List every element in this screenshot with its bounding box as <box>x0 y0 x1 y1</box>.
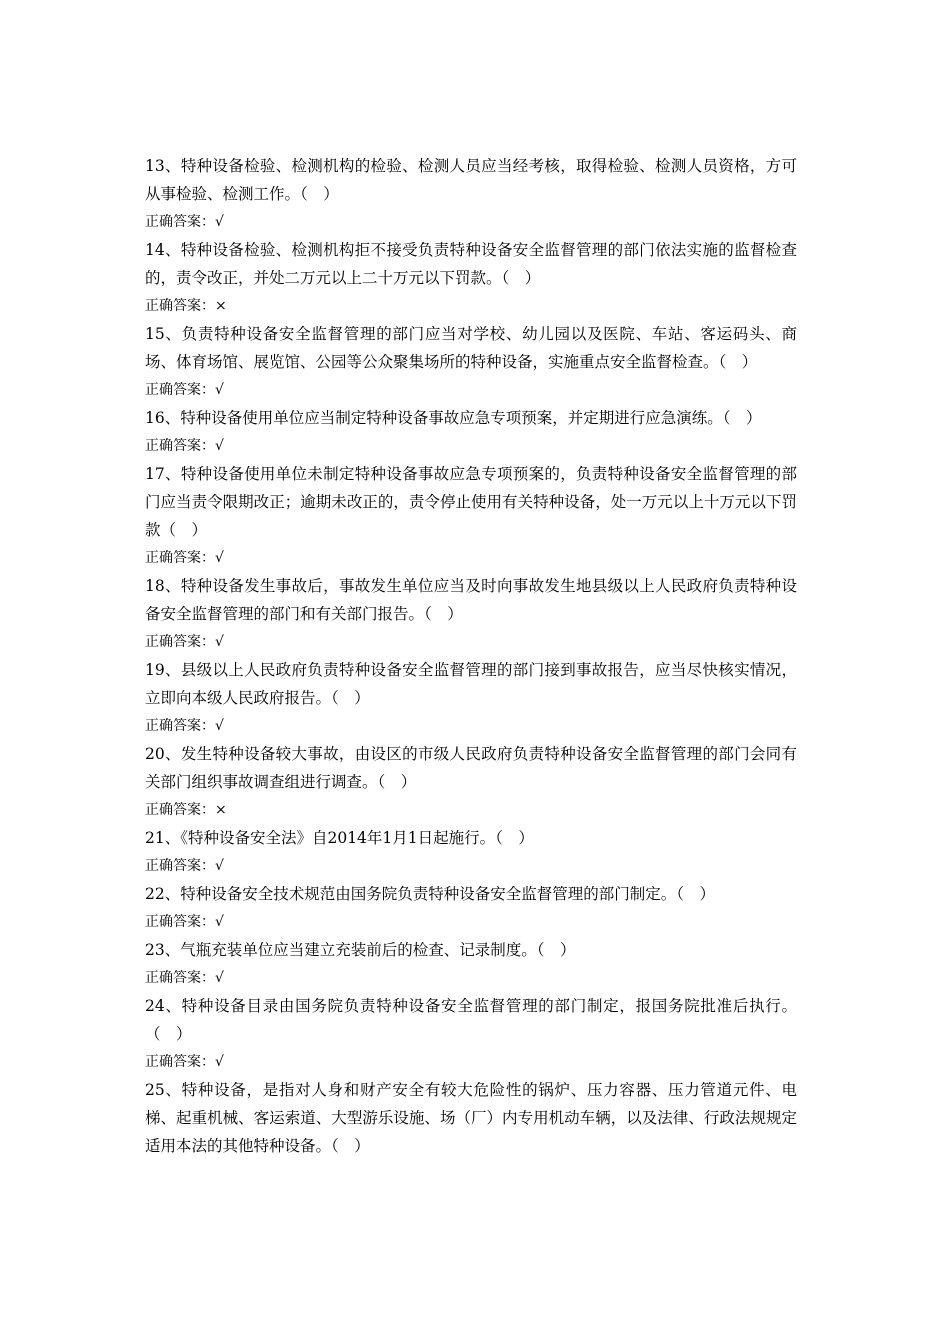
question-18: 18、特种设备发生事故后，事故发生单位应当及时向事故发生地县级以上人民政府负责特种设备安全监督管理的部门和有关部门报告。（ ） <box>145 577 797 623</box>
answer-24: 正确答案：√ <box>145 1054 224 1070</box>
question-19: 19、县级以上人民政府负责特种设备安全监督管理的部门接到事故报告，应当尽快核实情况，立即向本级人民政府报告。（ ） <box>145 661 797 707</box>
question-23: 23、气瓶充装单位应当建立充装前后的检查、记录制度。（ ） <box>145 941 576 959</box>
question-15: 15、负责特种设备安全监督管理的部门应当对学校、幼儿园以及医院、车站、客运码头、商场、体育场馆、展览馆、公园等公众聚集场所的特种设备，实施重点安全监督检查。（ ） <box>145 325 797 371</box>
question-17: 17、特种设备使用单位未制定特种设备事故应急专项预案的，负责特种设备安全监督管理的部门应当责令限期改正；逾期未改正的，责令停止使用有关特种设备，处一万元以上十万元以下罚款（ ） <box>145 465 797 539</box>
question-16: 16、特种设备使用单位应当制定特种设备事故应急专项预案，并定期进行应急演练。（ ） <box>145 409 762 427</box>
question-25: 25、特种设备，是指对人身和财产安全有较大危险性的锅炉、压力容器、压力管道元件、电梯、起重机械、客运索道、大型游乐设施、场（厂）内专用机动车辆，以及法律、行政法规规定适用本法的其他特种设备。（ ） <box>145 1081 797 1155</box>
answer-23: 正确答案：√ <box>145 970 224 986</box>
answer-18: 正确答案：√ <box>145 634 224 650</box>
question-14: 14、特种设备检验、检测机构拒不接受负责特种设备安全监督管理的部门依法实施的监督检查的，责令改正，并处二万元以上二十万元以下罚款。（ ） <box>145 241 797 287</box>
answer-21: 正确答案：√ <box>145 858 224 874</box>
question-list <box>145 152 797 1160</box>
answer-19: 正确答案：√ <box>145 718 224 734</box>
answer-20: 正确答案：× <box>145 802 227 818</box>
answer-17: 正确答案：√ <box>145 550 224 566</box>
answer-13: 正确答案：√ <box>145 214 224 230</box>
answer-22: 正确答案：√ <box>145 914 224 930</box>
answer-15: 正确答案：√ <box>145 382 224 398</box>
answer-14: 正确答案：× <box>145 298 227 314</box>
question-13: 13、特种设备检验、检测机构的检验、检测人员应当经考核，取得检验、检测人员资格，方可从事检验、检测工作。（ ） <box>145 157 797 203</box>
answer-16: 正确答案：√ <box>145 438 224 454</box>
question-20: 20、发生特种设备较大事故，由设区的市级人民政府负责特种设备安全监督管理的部门会同有关部门组织事故调查组进行调查。（ ） <box>145 745 797 791</box>
question-24: 24、特种设备目录由国务院负责特种设备安全监督管理的部门制定，报国务院批准后执行。（ ） <box>145 997 797 1043</box>
question-21: 21、《特种设备安全法》自2014年1月1日起施行。（ ） <box>145 829 534 847</box>
question-22: 22、特种设备安全技术规范由国务院负责特种设备安全监督管理的部门制定。（ ） <box>145 885 715 903</box>
